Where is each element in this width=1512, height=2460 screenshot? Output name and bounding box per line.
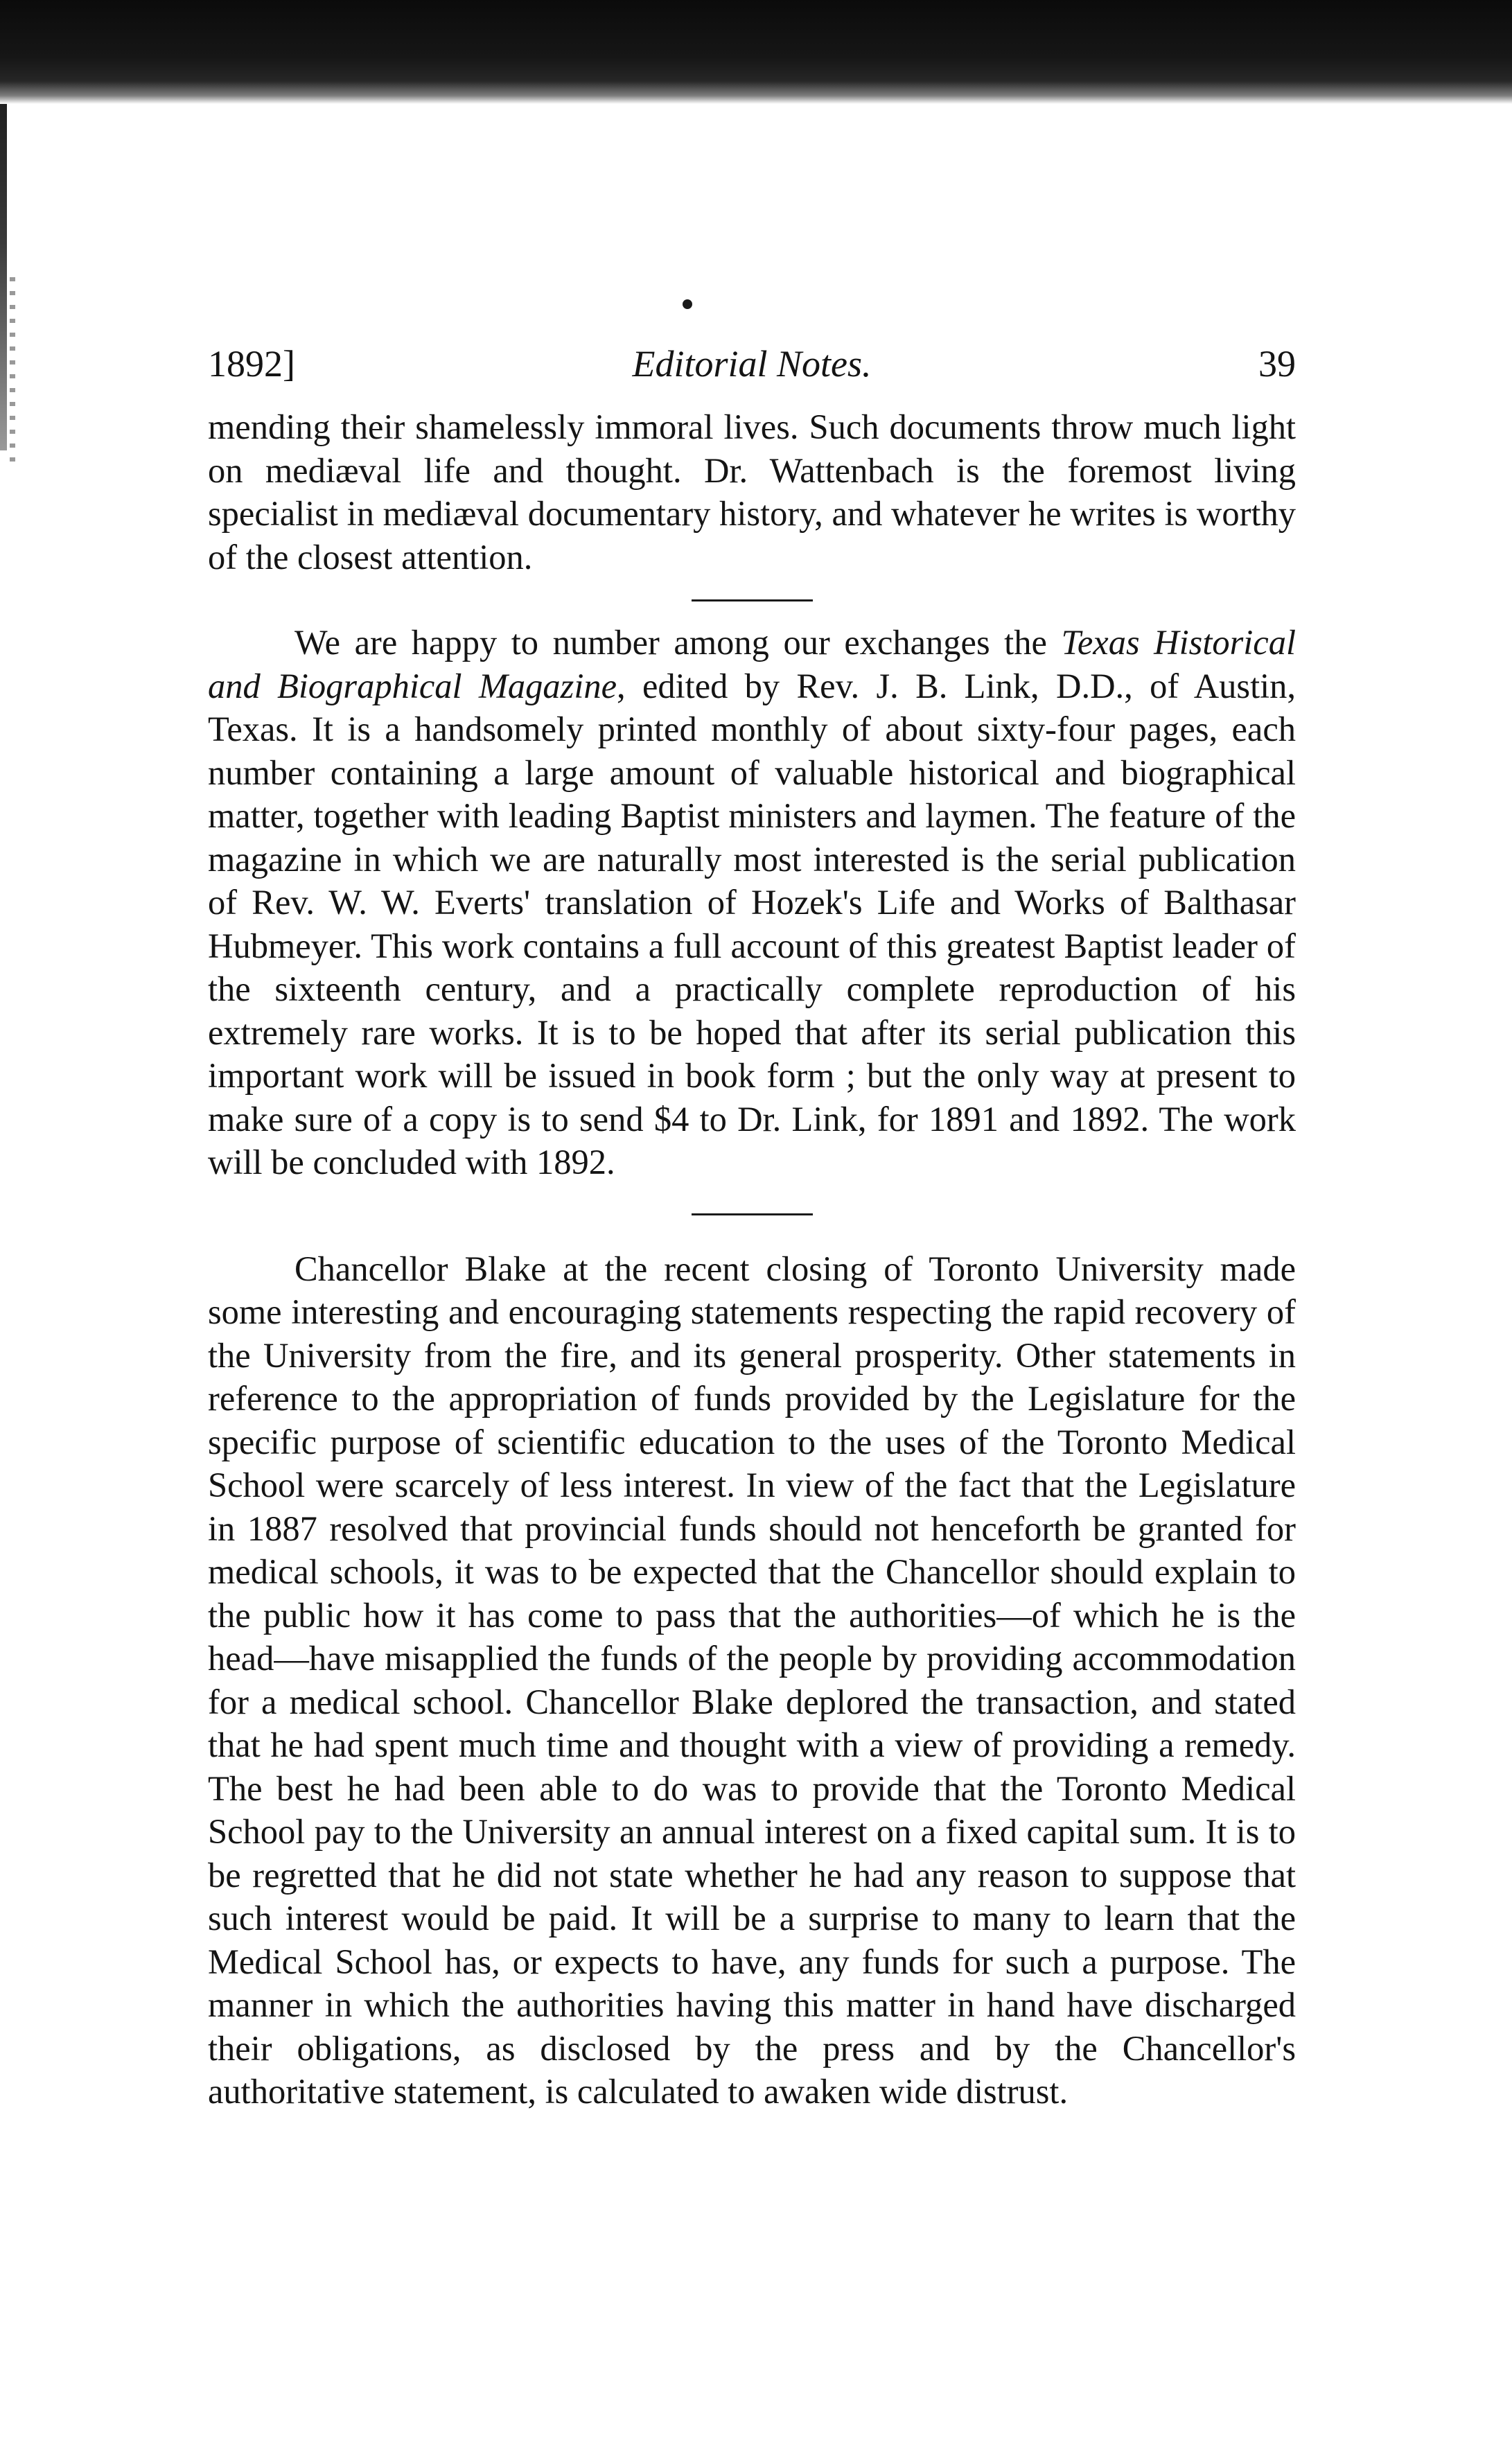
section-divider	[692, 599, 813, 601]
paragraph-texas-magazine	[208, 621, 1296, 1184]
section-divider	[692, 1213, 813, 1215]
scan-border-top	[0, 0, 1512, 104]
running-header	[208, 340, 1296, 388]
scan-margin-specks	[10, 277, 15, 471]
page-number: 39	[1258, 343, 1296, 385]
paragraph-wattenbach-continuation: mending their shamelessly immoral lives. Such documents throw much light on mediæval life and thought. Dr. Wattenbach is the foremost living specialist in mediæval documentary history, and whatever he writes is worthy of the closest attention.	[208, 407, 1296, 577]
page-body	[208, 405, 1296, 2114]
header-title: Editorial Notes.	[632, 343, 872, 385]
paragraph-text: , edited by Rev. J. B. Link, D.D., of Austin, Texas. It is a handsomely printed monthly of about sixty-four pages, each number containing a large amount of valuable historical and biographical matter, together with leading Baptist ministers and laymen. The feature of the magazine in which we are naturally most interested is the serial publication of Rev. W. W. Everts' translation of Hozek's Life and Works of Balthasar Hubmeyer. This work contains a full account of this greatest Baptist leader of the sixteenth century, and a practically complete reproduction of his extremely rare works. It is to be hoped that after its serial publication this important work will be issued in book form ; but the only way at present to make sure of a copy is to send $4 to Dr. Link, for 1891 and 1892. The work will be concluded with 1892.	[208, 666, 1296, 1181]
header-year: 1892]	[208, 343, 295, 385]
paragraph-chancellor-blake: Chancellor Blake at the recent closing of Toronto University made some interesting and encouraging statements respecting the rapid recovery of the University from the fire, and its general prosperity. Other statements in reference to the appropriation of funds provided by the Legislature for the specific purpose of scientific education to the uses of the Toronto Medical School were scarcely of less interest. In view of the fact that the Legislature in 1887 resolved that provincial funds should not henceforth be granted for medical schools, it was to be expected that the Chancellor should explain to the public how it has come to pass that the authorities—of which he is the head—have misapplied the funds of the people by providing accommodation for a medical school. Chancellor Blake deplored the transaction, and stated that he had spent much time and thought with a view of providing a remedy. The best he had been able to do was to provide that the Toronto Medical School pay to the University an annual interest on a fixed capital sum. It is to be regretted that he did not state whether he had any reason to suppose that such interest would be paid. It will be a surprise to many to learn that the Medical School has, or expects to have, any funds for such a purpose. The manner in which the authorities having this matter in hand have discharged their obligations, as disclosed by the press and by the Chancellor's authoritative statement, is calculated to awaken wide distrust.	[208, 1249, 1296, 2111]
scan-border-left	[0, 104, 7, 450]
ink-dot-mark	[683, 299, 692, 309]
magazine-title: Texas Historical and Biographical Magazine	[208, 623, 1296, 705]
paragraph-text: We are happy to number among our exchanges the	[295, 623, 1062, 662]
